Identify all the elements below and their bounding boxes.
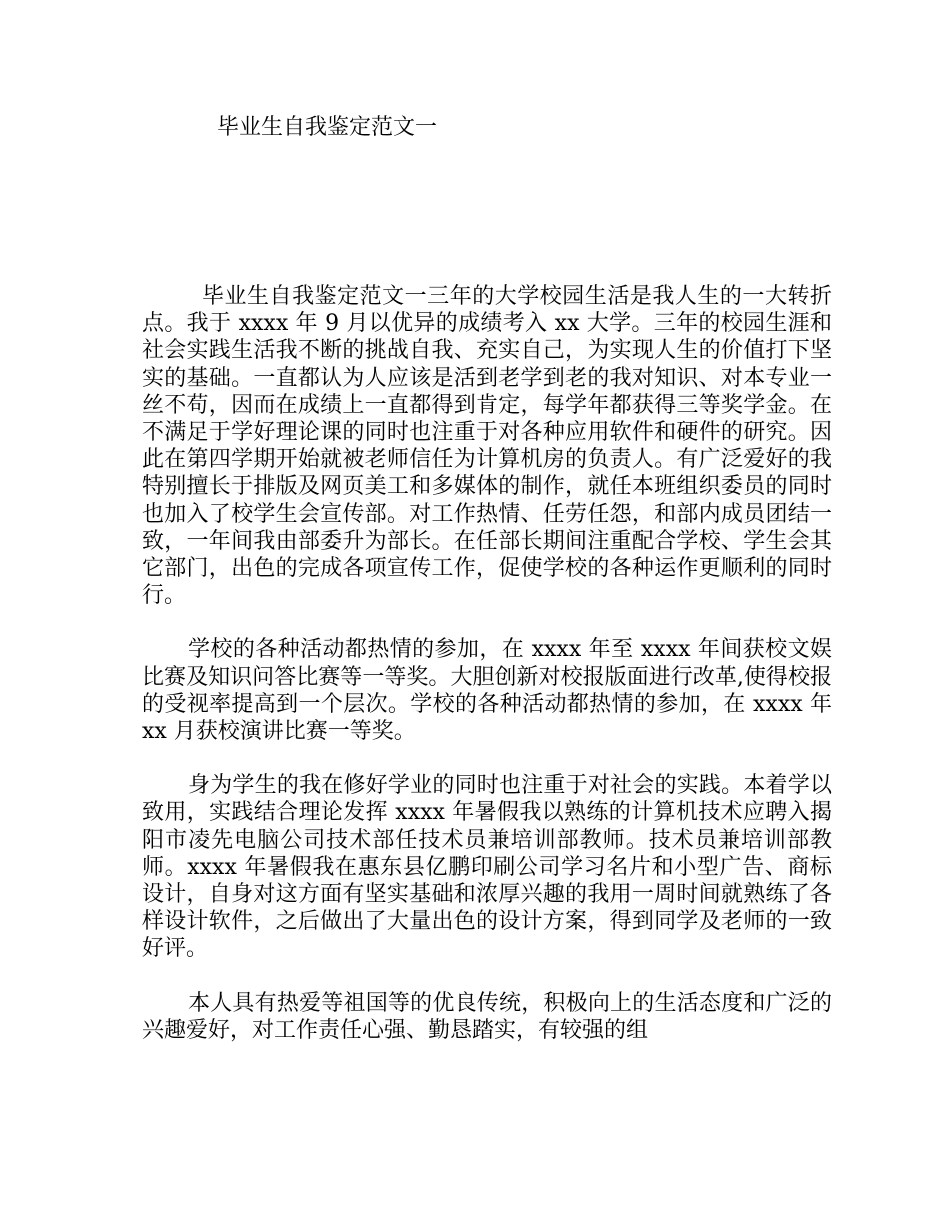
document-body (142, 283, 832, 1071)
document-title: 毕业生自我鉴定范文一 (217, 115, 438, 140)
paragraph-activities: 学校的各种活动都热情的参加，在 xxxx 年至 xxxx 年间获校文娱比赛及知识问答比赛等一等奖。大胆创新对校报版面进行改革,使得校报的受视率提高到一个层次。学校的各种活动都热情的参加，在 xxxx 年 xx 月获校演讲比赛一等奖。 (142, 637, 832, 745)
paragraph-intro: 毕业生自我鉴定范文一三年的大学校园生活是我人生的一大转折点。我于 xxxx 年 9 月以优异的成绩考入 xx 大学。三年的校园生涯和社会实践生活我不断的挑战自我、充实自己，为实现人生的价值打下坚实的基础。一直都认为人应该是活到老学到老的我对知识、对本专业一丝不苟，因而在成绩上一直都得到肯定，每学年都获得三等奖学金。在不满足于学好理论课的同时也注重于对各种应用软件和硬件的研究。因此在第四学期开始就被老师信任为计算机房的负责人。有广泛爱好的我特别擅长于排版及网页美工和多媒体的制作，就任本班组织委员的同时也加入了校学生会宣传部。对工作热情、任劳任怨，和部内成员团结一致，一年间我由部委升为部长。在任部长期间注重配合学校、学生会其它部门，出色的完成各项宣传工作，促使学校的各种运作更顺利的同时行。 (142, 284, 832, 609)
paragraph-personal-qualities: 本人具有热爱等祖国等的优良传统，积极向上的生活态度和广泛的兴趣爱好，对工作责任心强、勤恳踏实，有较强的组 (142, 990, 832, 1043)
paragraph-social-practice: 身为学生的我在修好学业的同时也注重于对社会的实践。本着学以致用，实践结合理论发挥 xxxx 年暑假我以熟练的计算机技术应聘入揭阳市凌先电脑公司技术部任技术员兼培训部教师。技术员兼培训部教师。xxxx 年暑假我在惠东县亿鹏印刷公司学习名片和小型广告、商标设计，自身对这方面有坚实基础和浓厚兴趣的我用一周时间就熟练了各样设计软件，之后做出了大量出色的设计方案，得到同学及老师的一致好评。 (142, 773, 832, 962)
